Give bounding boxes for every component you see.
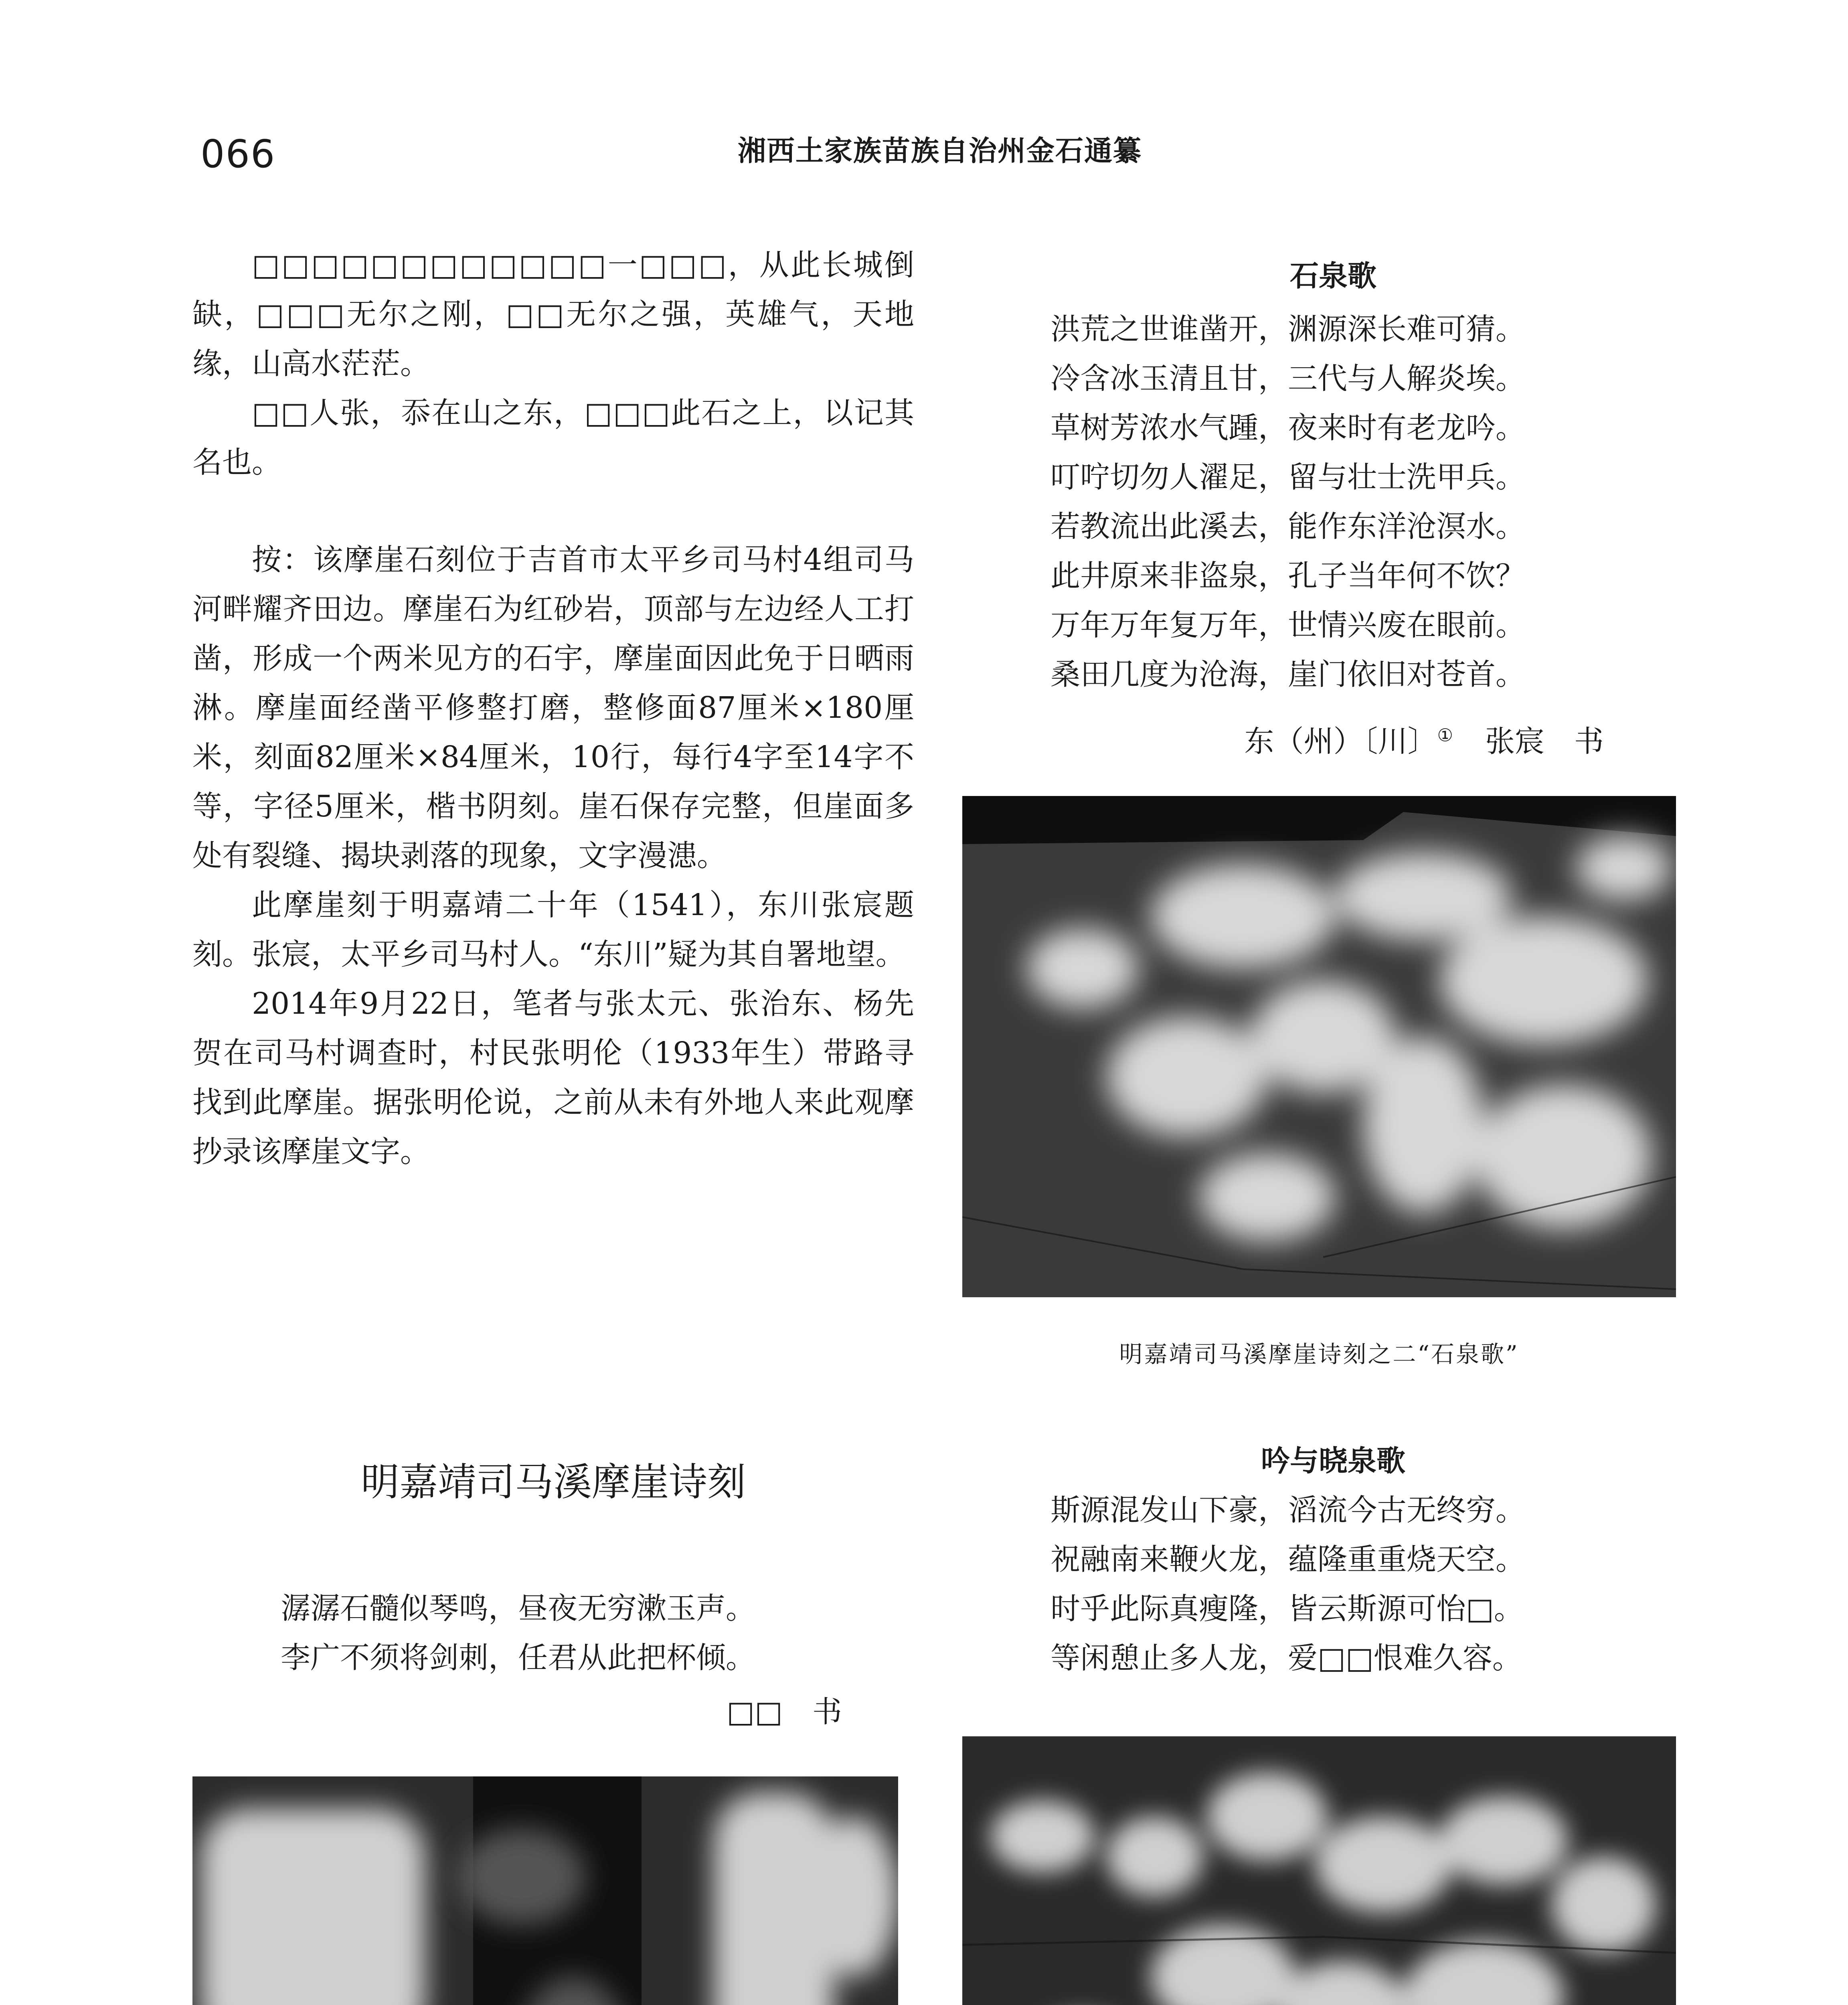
poem-line: 万年万年复万年，世情兴废在眼前。 (1051, 608, 1525, 642)
inscription-photo-shiquan (962, 796, 1676, 1297)
poem-line: 桑田几度为沧海，崖门依旧对苍首。 (1051, 657, 1525, 692)
poem-untitled-author: □□ 书 (727, 1695, 842, 1729)
section-title: 明嘉靖司马溪摩崖诗刻 (361, 1460, 746, 1505)
poem-line: 潺潺石髓似琴鸣，昼夜无穷漱玉声。 (281, 1591, 755, 1626)
poem-line: 李广不须将剑刺，任君从此把杯倾。 (281, 1640, 755, 1675)
note-paragraph-1: 按：该摩崖石刻位于吉首市太平乡司马村4组司马河畔耀齐田边。摩崖石为红砂岩，顶部与左边经人工打凿，形成一个两米见方的石宇，摩崖面因此免于日晒雨淋。摩崖面经凿平修整打磨，整修面87厘米×180厘米，刻面82厘米×84厘米，10行，每行4字至14字不等，字径5厘米，楷书阴刻。崖石保存完整，但崖面多处有裂缝、揭块剥落的现象，文字漫漶。 (192, 543, 914, 873)
running-title: 湘西土家族苗族自治州金石通纂 (738, 134, 1142, 167)
note-paragraph-2: 此摩崖刻于明嘉靖二十年（1541），东川张宸题刻。张宸，太平乡司马村人。“东川”疑为其自署地望。 (192, 888, 914, 972)
inscription-photo-untitled (192, 1776, 898, 2005)
inscription-photo-yinxiao (962, 1736, 1676, 2005)
poem-line: 斯源混发山下豪，滔流今古无终穷。 (1051, 1493, 1525, 1527)
poem-shiquan-body (1051, 305, 1676, 699)
photo-caption-shiquan: 明嘉靖司马溪摩崖诗刻之二“石泉歌” (1119, 1341, 1519, 1368)
poem-untitled-body (281, 1584, 906, 1683)
author-prefix: 东（州）〔川〕 (1244, 724, 1437, 759)
poem-yinxiao-body (1051, 1486, 1676, 1683)
poem-line: 叮咛切勿人濯足，留与壮士洗甲兵。 (1051, 460, 1525, 494)
inscription-paragraph-2: □□人张，忝在山之东，□□□此石之上，以记其名也。 (192, 396, 914, 480)
poem-line: 洪荒之世谁凿开，渊源深长难可猜。 (1051, 312, 1525, 346)
inscription-paragraph-1: □□□□□□□□□□□□一□□□，从此长城倒缺，□□□无尔之刚，□□无尔之强，英雄气，天地缘，山高水茫茫。 (192, 248, 914, 381)
poem-line: 冷含冰玉清且甘，三代与人解炎埃。 (1051, 361, 1525, 396)
footnote-reference: ① (1437, 725, 1453, 746)
poem-line: 等闲憩止多人龙，爱□□恨难久容。 (1051, 1641, 1522, 1675)
poem-title-shiquan: 石泉歌 (1289, 259, 1376, 293)
page-number: 066 (200, 132, 276, 176)
poem-line: 草树芳浓水气踵，夜来时有老龙吟。 (1051, 411, 1525, 445)
poem-shiquan-author (1051, 718, 1604, 760)
author-name: 张宸 书 (1485, 724, 1604, 759)
poem-line: 若教流出此溪去，能作东洋沧溟水。 (1051, 509, 1525, 544)
poem-title-yinxiao: 吟与晓泉歌 (1261, 1444, 1405, 1478)
left-top-text (192, 241, 914, 1177)
note-paragraph-3: 2014年9月22日，笔者与张太元、张治东、杨先贺在司马村调查时，村民张明伦（1933年生）带路寻找到此摩崖。据张明伦说，之前从未有外地人来此观摩抄录该摩崖文字。 (192, 986, 914, 1169)
poem-line: 时乎此际真瘦隆，皆云斯源可怡□。 (1051, 1592, 1524, 1626)
poem-line: 祝融南来鞭火龙，蕴隆重重烧天空。 (1051, 1542, 1525, 1577)
poem-line: 此井原来非盗泉，孔子当年何不饮？ (1051, 559, 1525, 593)
